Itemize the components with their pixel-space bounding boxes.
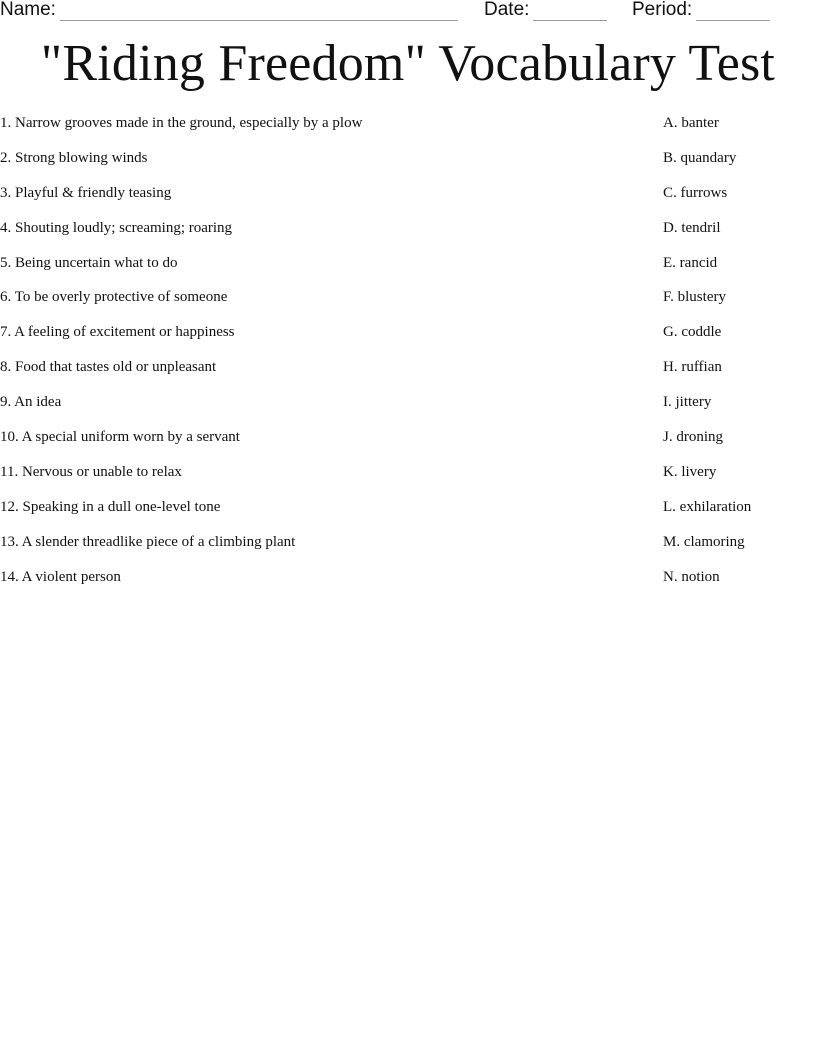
answer-choice: J. droning — [663, 429, 723, 446]
answer-choice: M. clamoring — [663, 533, 745, 550]
question-item: 3. Playful & friendly teasing — [0, 184, 172, 201]
student-info-header — [0, 0, 816, 24]
answer-choice: C. furrows — [663, 184, 728, 201]
name-label: Name: — [0, 0, 56, 20]
page-title: "Riding Freedom" Vocabulary Test — [40, 35, 776, 92]
question-list — [0, 113, 640, 601]
question-item: 4. Shouting loudly; screaming; roaring — [0, 219, 233, 236]
question-item: 1. Narrow grooves made in the ground, especially by a plow — [0, 115, 363, 131]
period-blank-line[interactable] — [696, 2, 770, 21]
answer-choice: E. rancid — [663, 254, 718, 271]
answer-choice: H. ruffian — [663, 359, 722, 376]
period-label: Period: — [632, 0, 693, 20]
question-item: 7. A feeling of excitement or happiness — [0, 324, 235, 341]
period-field[interactable] — [632, 0, 770, 21]
question-item: 5. Being uncertain what to do — [0, 254, 178, 271]
answer-choice: F. blustery — [663, 289, 726, 306]
answer-choice: L. exhilaration — [663, 498, 752, 515]
answer-choice: G. coddle — [663, 324, 722, 341]
question-item: 9. An idea — [0, 394, 62, 411]
question-item: 2. Strong blowing winds — [0, 149, 148, 166]
question-item: 12. Speaking in a dull one-level tone — [0, 498, 221, 515]
question-item: 10. A special uniform worn by a servant — [0, 429, 240, 446]
name-blank-line[interactable] — [60, 2, 458, 21]
date-label: Date: — [484, 0, 530, 20]
question-item: 8. Food that tastes old or unpleasant — [0, 359, 217, 376]
answer-choice: A. banter — [663, 115, 719, 131]
answer-choice: I. jittery — [663, 394, 712, 411]
name-field[interactable] — [0, 0, 458, 21]
date-blank-line[interactable] — [533, 2, 607, 21]
answer-choice: K. livery — [663, 463, 717, 480]
question-item: 11. Nervous or unable to relax — [0, 463, 182, 480]
date-field[interactable] — [484, 0, 607, 21]
answer-choices-list — [663, 113, 813, 601]
question-item: 14. A violent person — [0, 568, 121, 585]
answer-choice: N. notion — [663, 568, 720, 585]
question-item: 6. To be overly protective of someone — [0, 289, 228, 306]
answer-choice: D. tendril — [663, 219, 721, 236]
question-item: 13. A slender threadlike piece of a climbing plant — [0, 533, 296, 550]
answer-choice: B. quandary — [663, 149, 737, 166]
